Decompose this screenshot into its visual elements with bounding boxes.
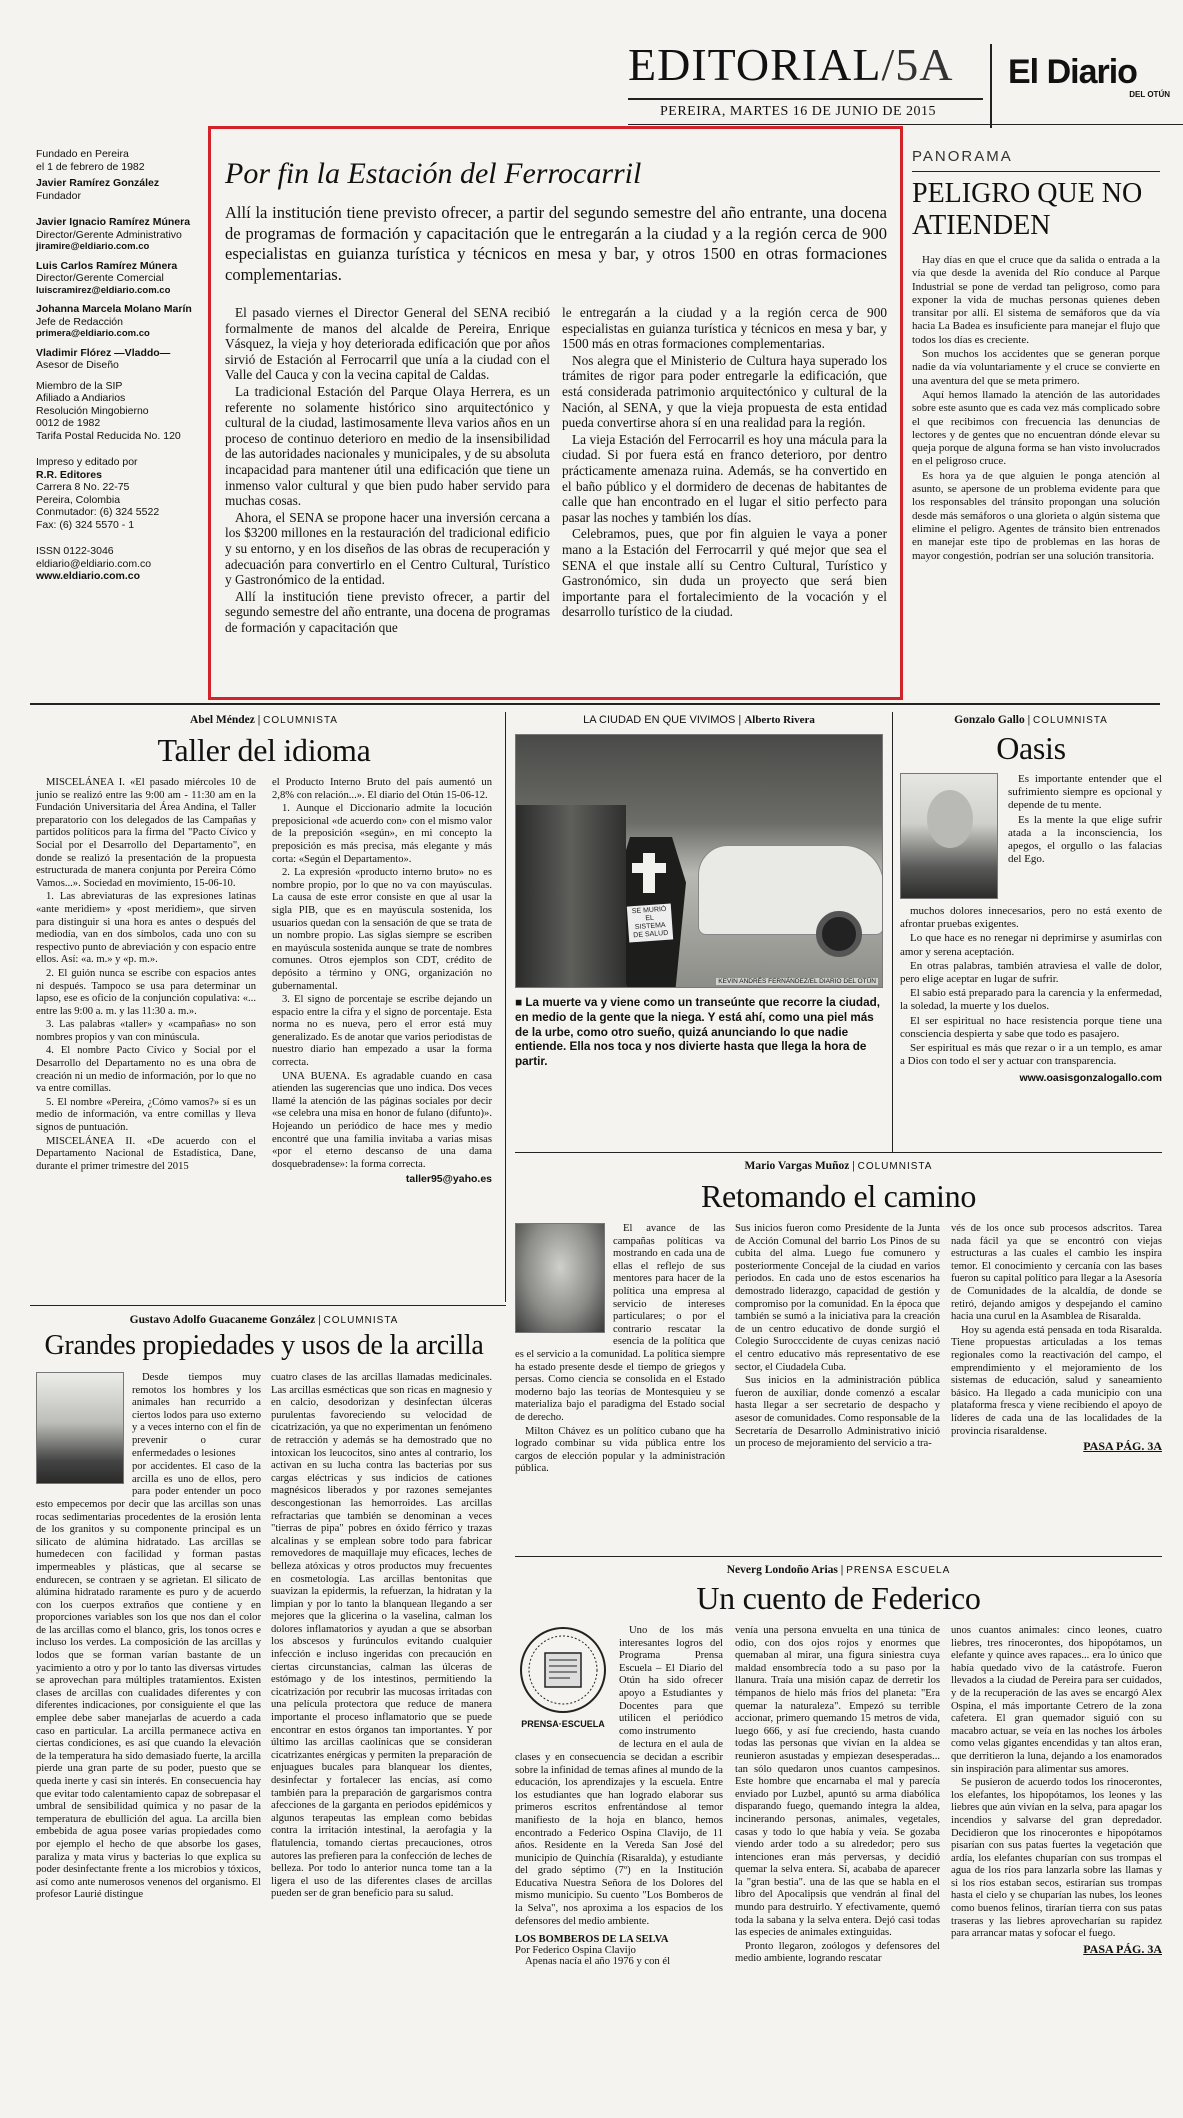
article-title: Retomando el camino: [700, 1178, 977, 1214]
article-paragraph: Pronto llegaron, zoólogos y defensores del medio ambiente, logrando rescatar: [735, 1940, 940, 1965]
cross-arm: [632, 863, 666, 873]
article-title: Taller del idioma: [157, 732, 371, 768]
issn: ISSN 0122-3046: [36, 545, 114, 557]
member-sip: Miembro de la SIP: [36, 379, 123, 392]
editor-name: Johanna Marcela Molano Marín: [36, 303, 192, 315]
author-name: Abel Méndez: [190, 714, 255, 726]
mario-col-1: [515, 1223, 725, 1477]
gustavo-col-1: [36, 1372, 261, 1903]
author-photo: [515, 1223, 605, 1333]
article-paragraph: cuatro clases de las arcillas llamadas medicinales. Las arcillas esmécticas que son ricas en magnesio y en calcio, desodorizan y desinfectan úlceras purulentas favoreciendo su velocidad de cicatrización, ya que no experimentan un fenómeno de retracción y además se ha demostrado que no intoxican los leucocitos, sino antes al contrario, los activan en su lucha contra las bacterias por sus cargas eléctricas y sus indicios de cationes magnésicos liberados y por razones semejantes descongestionan las hemorroides. Las arcillas refractarias que también se denominan a veces "tierras de pipa" pobres en óxido férrico y trazas alcalinas y se emplean sobre todo para fabricar removedores de maquillaje muy eficaces, leches de belleza atóxicas y otros productos muy frecuentes en cosmetología. Las arcillas bentonitas que suavizan la epidermis, la refuerzan, la hidratan y la limpian y por lo tanto la blanquean llegando a ser mejores que la glicerina o la vaselina, calman los dolores inflamatorios y ayudan a que se absorban los abscesos y furúnculos evitando cualquier infección e incluso ingeridas con precaución en ciertas circunstancias, calman las úlceras de estómago y de los intestinos, permitiendo la cicatrización por recubrir las mucosas irritadas con una película protectora que reduce de manera importante el proceso inflamatorio que se puede encontrar en estos órganos tan importantes. Y por último las arcillas caolínicas que se consideran cicatrizantes enérgicas y permiten la preparación de enjuagues bucales para blanquear los dientes, desinfectar y fortalecer las encías, así como también para la preparación de gargarismos contra afecciones de la garganta en periodos epidémicos y algunos terapeutas las emplean como bebidas contra la irritación intestinal, la aerofagia y la flatulencia, tomando ciertas precauciones, otros autores las prefieren para la confección de leches de belleza. Por todo lo anterior nunca tome tan a la ligera el uso de las diferentes clases de arcillas pueden ser de gran beneficio para su salud.: [271, 1372, 492, 1900]
panorama-kicker: PANORAMA: [912, 148, 1013, 165]
photo-caption: [515, 996, 883, 1070]
address: Carrera 8 No. 22-75: [36, 481, 130, 493]
editor-role: Jefe de Redacción: [36, 315, 123, 328]
author-website[interactable]: www.oasisgonzalogallo.com: [1019, 1072, 1162, 1085]
panorama-title: PELIGRO QUE NO ATIENDEN: [912, 178, 1143, 241]
newspaper-logo: [1008, 54, 1178, 99]
mario-col-2: [735, 1223, 940, 1452]
founded-date: el 1 de febrero de 1982: [36, 160, 145, 173]
abel-col-1: [36, 777, 256, 1174]
logo-label: PRENSA·ESCUELA: [521, 1719, 605, 1729]
article-paragraph: 2. La expresión «producto interno bruto» no es nombre propio, por lo que no va con mayúsculas. La causa de este error consiste en que al usar la sigla PIB, que es en mayúscula sostenida, los usuarios quedan con la sensación de que se trata de un nombre propio. Las siglas siempre se escriben en mayúscula sostenida aunque se trate de nombres comunes. Otros ejemplos son CDT, crédito de depósito a término y ONG, organización no gubernamental.: [272, 867, 492, 992]
mario-col-3: [951, 1223, 1162, 1454]
panorama-column: [912, 148, 1160, 564]
car-wheel: [816, 911, 862, 957]
article-paragraph: muchos dolores innecesarios, pero no está exento de afrontar pruebas exigentes.: [900, 905, 1162, 931]
article-paragraph: Sus inicios en la administración pública fueron de auxiliar, donde comenzó a escalar hasta llegar a ser secretario de despacho y asesor de comunidades. Como responsable de la Secretaría de Desarrollo Administrativo inició un proceso de mejoramiento del servicio a tra-: [735, 1375, 940, 1450]
coffin-sign: SE MURIÓ EL SISTEMA DE SALUD: [627, 904, 673, 943]
page-number: /5A: [881, 39, 954, 90]
designer-name: Vladimir Flórez —Vladdo—: [36, 346, 171, 359]
logo-subtext: DEL OTÚN: [1129, 90, 1170, 99]
author-name: Gonzalo Gallo: [954, 714, 1025, 726]
photo-byline: LA CIUDAD EN QUE VIVIMOS | Alberto Rivera: [583, 714, 815, 726]
article-paragraph: UNA BUENA. Es agradable cuando en casa atienden las sugerencias que uno indica. Dos veces llamé la atención de las páginas sociales por decir «se celebra una misa en honor de fulano (difunto)». Hojeando un periódico de hace mes y medio encontré que una familia invitaba a varias misas «por el eterno descanso de una dama dosquebradense»: la forma correcta.: [272, 1070, 492, 1170]
editor-email[interactable]: primera@eldiario.com.co: [36, 328, 150, 339]
city: Pereira, Colombia: [36, 493, 121, 506]
editorial-title: Por fin la Estación del Ferrocarril: [225, 157, 642, 190]
editorial-lead: Allí la institución tiene previsto ofrecer, a partir del segundo semestre del año entrante, una docena de programas de formación y capacitación que le entregarán a la ciudad y a la región cerca de 900 especialistas en guianza turística y técnicos en mesa y bar, y otros 1500 en otras formaciones complementarias.: [225, 203, 887, 284]
story-author: Por Federico Ospina Clavijo: [515, 1945, 636, 1957]
article-paragraph: por accidentes. El caso de la arcilla es uno de ellos, pero para poder entender un poco esto empecemos por decir que las arcillas son unas rocas sedimentarias procedentes de la erosión lenta de los granitos y su componente principal es un silicato de alúmina hidratado. Las arcillas se humedecen con facilidad y forman pastas impermeables y plásticas, que al secarse se endurecen, se contraen y se agrietan. El silicato de alúmina hidratado raramente es puro y de acuerdo con los cuerpos extraños que contiene y en proporciones variables son los que nos dan el color de las arcillas como el blanco, gris, los tonos ocres e incluso los verdes. La composición de las arcillas y lodos que se forman varían bastante de un yacimiento a otro y por lo tanto las diversas virtudes se aprovechan para múltiples tratamientos. Existen clases de arcillas con cualidades diferentes y con diferentes indicaciones, por consiguiente el que las emplee debe saber manejarlas de acuerdo a cada caso en particular. La arcilla permanece activa en ciertas condiciones, es así que cuando la elevación de la temperatura ha sido demasiado fuerte, la arcilla pierde una gran parte de su poder, puesto que se queda inerte y casi sin interés. En consecuencia hay que evitar todo calentamiento capaz de sobrepasar el umbral de sensibilidad química y no pasar de la temperatura de ebullición del agua. La arcilla bien embebida de agua posee varias propiedades como por ejemplo el hecho de que absorbe los gases, paraliza y mata virus y bacterias lo que explica su poder desinfectante frente a los microbios y tóxicos, así como ante numerosos venenos del organismo. El profesor Laurié distingue: [36, 1461, 261, 1901]
article-paragraph: 2. El guión nunca se escribe con espacios antes ni después. Tampoco se usa para determinar un lapso, ese es oficio de la conjunción copulativa: «... entre las 9:00 a. m. y las 11:30 a. m.».: [36, 967, 256, 1017]
author-role: COLUMNISTA: [1033, 715, 1108, 726]
author-photo: [900, 773, 998, 899]
article-paragraph: 5. El nombre «Pereira, ¿Cómo vamos?» sí es un medio de información, va entre comillas y lleva signos de puntuación.: [36, 1096, 256, 1134]
director-email[interactable]: jiramire@eldiario.com.co: [36, 241, 150, 252]
postal-rate: Tarifa Postal Reducida No. 120: [36, 429, 181, 442]
article-paragraph: Lo que hace es no renegar ni deprimirse y asumirlas con amor y serena aceptación.: [900, 932, 1162, 958]
author-role: COLUMNISTA: [263, 715, 338, 726]
section-title: [628, 40, 953, 90]
author-role: COLUMNISTA: [323, 1315, 399, 1326]
editorial-paragraph: La tradicional Estación del Parque Olaya Herrera, es un referente no solamente histórico sino arquitectónico y cultural de la ciudad, lastimosamente lleva varios años en un proceso de continuo deterioro en medio de la insensibilidad de las autoridades nacionales y municipales, y de su absoluta incapacidad para mantener útil una edificación que tiene un inmenso valor cultural y que bien pudo haber servido para muchas cosas.: [225, 383, 550, 509]
caption-text: La muerte va y viene como un transeúnte que recorre la ciudad, en medio de la gente que la niega. Y está ahí, como una piel más de la urbe, como otro sueño, quizá anunciando lo que nadie entiende. Ella nos toca y nos divierte hasta que llega la hora de partir.: [515, 996, 880, 1069]
masthead: [36, 148, 206, 583]
phone: Conmutador: (6) 324 5522: [36, 506, 160, 518]
article-paragraph: Hoy su agenda está pensada en toda Risaralda. Tiene propuestas articuladas a los temas regionales como la reactivación del campo, el emprendimiento y el mejoramiento de los sistemas de educación, salud y saneamiento básico. Ha llegado a cada municipio con una plataforma fresca y viene recibiendo el apoyo de líderes de cada una de las localidades de la provincia risaraldense.: [951, 1324, 1162, 1437]
editorial-paragraph: La vieja Estación del Ferrocarril es hoy una mácula para la ciudad. Si por fuera está en franco deterioro, por dentro prácticamente amenaza ruina. Además, se ha convertido en el baño público y el dormidero de decenas de habitantes de calle que han encontrado en el lugar el sitio perfecto para pasar las noches y también los días.: [562, 431, 887, 525]
author-email[interactable]: taller95@yaho.es: [405, 1173, 492, 1186]
article-title: Un cuento de Federico: [696, 1580, 981, 1616]
editorial-paragraph: Ahora, el SENA se propone hacer una inversión cercana a los $3200 millones en la restauración del tradicional edificio y su entorno, y en los diseños de las obras de recuperación y adecuación para convertirlo en el Centro Cultural, Turístico y Gastronómico de la entidad.: [225, 509, 550, 588]
designer-role: Asesor de Diseño: [36, 359, 119, 371]
author-name: Gustavo Adolfo Guacaneme González: [129, 1314, 316, 1326]
byline: Abel Méndez | COLUMNISTA: [190, 714, 338, 726]
mario-column: [515, 1160, 1162, 1553]
panorama-paragraph: Son muchos los accidentes que se generan porque nadie da vía voluntariamente y el cruce se convierte en una aventura del que se meta primero.: [912, 348, 1160, 387]
neverg-column: [515, 1564, 1162, 2105]
member-andiarios: Afiliado a Andiarios: [36, 392, 126, 404]
editorial-paragraph: Celebramos, pues, que por fin alguien le vaya a poner mano a la Estación del Ferrocarril y qué mejor que sea el SENA el que instale allí su Centro Cultural, Turístico y Gastronómico, sin duda un proyecto que será bien importante para el fortalecimiento de la vocación y el desarrollo turístico de la ciudad.: [562, 526, 887, 620]
byline: Neverg Londoño Arias | PRENSA ESCUELA: [726, 1564, 951, 1576]
author-photo: [36, 1372, 124, 1484]
page-header: [0, 0, 1183, 130]
article-title: Oasis: [996, 730, 1066, 766]
resolution-number: 0012 de 1982: [36, 417, 101, 429]
editorial-column-2: [562, 305, 887, 621]
editorial-column-1: [225, 305, 550, 636]
panorama-paragraph: Hay días en que el cruce que da salida o entrada a la vía que desde la avenida del Río conduce al Parque Industrial se pone de verdad tan peligroso, como para exponer la vida de muchas personas quienes deben transitar por allí. El sistema de semáforos que da vía hacia La Badea es insuficiente para manejar el flujo que todos los días es creciente.: [912, 254, 1160, 346]
article-paragraph: 4. El nombre Pacto Cívico y Social por el Desarrollo del Departamento no es una obra de creación ni un medio de información, por lo que no va entre comillas.: [36, 1045, 256, 1095]
article-paragraph: En otras palabras, también atraviesa el valle de dolor, pero elige aceptar en lugar de sufrir.: [900, 959, 1162, 986]
article-paragraph: 1. Las abreviaturas de las expresiones latinas «ante meridiem» y «post meridiem», que sirven para distinguir si una hora es antes o después del mediodía, van en dos símbolos, cada uno con su respectivo punto de abreviación y con espacio entre ellos. Así: «a. m.» y «p. m.».: [36, 891, 256, 966]
gonzalo-column: [900, 714, 1162, 1084]
website-link[interactable]: www.eldiario.com.co: [36, 570, 141, 582]
editorial-box: [208, 126, 903, 700]
article-paragraph: Desde tiempos muy remotos los hombres y los animales han recurrido a ciertos lodos para uso externo y a veces interno con el fin de prevenir o curar enfermedades o lesiones: [132, 1372, 261, 1459]
author-role: COLUMNISTA: [857, 1161, 933, 1172]
director-name: Javier Ignacio Ramírez Múnera: [36, 216, 191, 228]
gustavo-column: [36, 1314, 492, 2092]
byline: Gustavo Adolfo Guacaneme González | COLUMNISTA: [129, 1314, 399, 1326]
article-paragraph: Se pusieron de acuerdo todos los rinocerontes, los elefantes, los hipopótamos, los leones y las liebres que aún vivían en la selva, para apagar los incendios y salvarse del gran depredador. Decidieron que los rinocerontes e hipopótamos pisarían con sus patas fuertes la vegetación que ardía, los elefantes chuparían con sus trompas el agua de los ríos para lanzarla sobre las llamas y si los ríos estaban secos, estirarían sus trompas hasta el cielo y se chuparían las nubes, los leones como buenos felinos, tirarían tierra con sus patas traseras y las liebres aprovecharían su rapidez para arrancar matas y sofocar el fuego.: [951, 1777, 1162, 1940]
street-photo: [515, 734, 883, 988]
cross-icon: [643, 853, 655, 893]
panorama-paragraph: Es hora ya de que alguien le ponga atención al asunto, se apersone de un problema evidente para que los responsables del tránsito propongan una solución desde más semáforos o una glorieta o algún sistema que elimine el peligro. Agentes de tránsito bien entrenados en manejar este tipo de problemas en las horas de mayor congestión, podrían ser una solución transitoria.: [912, 469, 1160, 562]
logo-text: El Diario: [1008, 53, 1137, 91]
article-paragraph: vés de los once sub procesos adscritos. Tarea nada fácil ya que se encontró con viejas estructuras a las cuales el cambio les inspira temor. El conocimiento y cercanía con las bases fueron su capital político para llegar a la Asesoría de Comunidades de la alcaldía, de donde se retiró, dejando amigos y despejando el camino hacia una curul en la Asamblea de Risaralda.: [951, 1223, 1162, 1323]
author-name: Neverg Londoño Arias: [726, 1564, 838, 1576]
prensa-escuela-emblem-icon: [518, 1625, 608, 1715]
contact-email[interactable]: eldiario@eldiario.com.co: [36, 557, 152, 570]
caption-bullet: ■: [515, 996, 526, 1009]
commercial-name: Luis Carlos Ramírez Múnera: [36, 259, 178, 272]
gustavo-col-2: [271, 1372, 492, 1902]
article-paragraph: 3. El signo de porcentaje se escribe dejando un espacio entre la cifra y el signo de porcentaje. Esta norma no es nueva, pero el error está muy generalizado. Es de anotar que varios periodistas de nuestro diario han empezado a usar la forma correcta.: [272, 994, 492, 1069]
founder-role: Fundador: [36, 189, 81, 202]
article-paragraph: Apenas nacía el año 1976 y con él: [525, 1956, 671, 1968]
article-paragraph: El avance de las campañas políticas va mostrando en cada una de ellas el reflejo de sus mentores para hacer de la política una empresa al servicio de intereses particulares; o por el contrario rescatar la esencia de la política que es el servicio a la comunidad. La política siempre ha estado presente desde el tiempo de griegos y persas. Como ciencia se consolida en el Estado moderno bajo las teorías de Montesquieu y se materializa bajo el paradigma del Estado social de derecho.: [515, 1223, 725, 1423]
founded-text: Fundado en Pereira: [36, 148, 129, 160]
author-role: PRENSA ESCUELA: [846, 1565, 951, 1576]
article-paragraph: Es importante entender que el sufrimiento siempre es opcional y depende de tu mente.: [1008, 773, 1162, 812]
panorama-paragraph: Aquí hemos llamado la atención de las autoridades sobre este asunto que es cada vez más complicado sobre el que recibimos con frecuencia las denuncias de lectores y de gentes que no encuentran dónde elevar su queja porque de alguna forma se han visto involucrados en el peligroso cruce.: [912, 388, 1160, 468]
byline: Gonzalo Gallo | COLUMNISTA: [954, 714, 1108, 726]
editorial-paragraph: le entregarán a la ciudad y a la región cerca de 900 especialistas en guianza turística y técnicos en mesa y bar, y 1500 más en otras formaciones complementarias.: [562, 305, 887, 352]
photo-heading: LA CIUDAD EN QUE VIVIMOS: [583, 714, 736, 726]
author-name: Mario Vargas Muñoz: [744, 1160, 850, 1172]
continued-link[interactable]: PASA PÁG. 3A: [1083, 1941, 1162, 1956]
byline: Mario Vargas Muñoz | COLUMNISTA: [744, 1160, 933, 1172]
article-paragraph: Ser espiritual es más que rezar o ir a un templo, es amar a Dios con todo el ser y actuar con transparencia.: [900, 1042, 1162, 1068]
printed-by: Impreso y editado por: [36, 456, 138, 468]
neverg-col-3: [951, 1625, 1162, 1957]
neverg-col-2: [735, 1625, 940, 1967]
people-silhouettes: [516, 805, 626, 988]
director-role: Director/Gerente Administrativo: [36, 228, 182, 241]
printer-name: R.R. Editores: [36, 468, 102, 481]
story-title: LOS BOMBEROS DE LA SELVA: [515, 1934, 669, 1946]
neverg-col-1: [515, 1625, 723, 1970]
continued-link[interactable]: PASA PÁG. 3A: [1083, 1439, 1162, 1454]
section-name: EDITORIAL: [628, 39, 882, 90]
commercial-email[interactable]: luiscramirez@eldiario.com.co: [36, 284, 171, 296]
article-paragraph: de lectura en el aula de clases y en consecuencia se decidan a escribir sobre la infinidad de temas afines al mundo de la educación, los aprendizajes y la escuela. Entre los estudiantes que han logrado elaborar sus primeros escritos enfrentándose al temor manifiesto de la hoja en blanco, hemos encontrado a Federico Ospina Clavijo, de 11 años. Residente en la Vereda San José del municipio de Quinchía (Risaralda), y estudiante del grado séptimo (7º) en la Institución Educativa Nuestra Señora de los Dolores del mismo municipio. Su cuento "Los Bomberos de la Selva", nos aproxima a los espacios de los defensores del medio ambiente.: [515, 1739, 723, 1927]
article-paragraph: Milton Chávez es un político cubano que ha logrado combinar su vida pública entre los cargos de elección popular y la administración pública.: [515, 1425, 725, 1475]
article-paragraph: el Producto Interno Bruto del país aumentó un 2,8% con relación...». El diario del Otún 15-06-12.: [272, 777, 492, 801]
photo-credit: KEVIN ANDRÉS FERNÁNDEZ/EL DIARIO DEL OTÚN: [718, 978, 876, 985]
article-paragraph: 3. Las palabras «taller» y «campañas» no son nombres propios y van con minúscula.: [36, 1019, 256, 1043]
editorial-paragraph: Nos alegra que el Ministerio de Cultura haya superado los trámites de rigor para poder entregarle la edificación, que está considerada patrimonio arquitectónico y cultural de la Nación, al SENA, y que la vieja propuesta de esta entidad pueda convertirse ahora sí en una realidad para la región.: [562, 352, 887, 431]
article-paragraph: El sabio está preparado para la carencia y la enfermedad, la soledad, la muerte y los duelos.: [900, 987, 1162, 1013]
article-paragraph: Uno de los más interesantes logros del Programa Prensa Escuela – El Diario del Otún ha sido ofrecer apoyo a Estudiantes y Docentes para que utilicen el periódico como instrumento: [619, 1625, 723, 1737]
article-paragraph: Es la mente la que elige sufrir atada a la inconsciencia, los apegos, el orgullo o las falacias del Ego.: [1008, 813, 1162, 866]
article-paragraph: unos cuantos animales: cinco leones, cuatro liebres, tres rinocerontes, dos hipopótamos, un elefante y quince aves rapaces... era lo único que había quedado vivo de la catástrofe. Fueron llevados a la ciudad de Pereira para ser cuidados, y de la recuperación de las aves se encargó Alex Ospina, el más importante Cetrero de la zona cafetera. El gran quemador siguió con su macabro actuar, se veía en las noches los árboles como velas gigantes encendidas y tan altos eran, que derritieron la luna, dejando a los enamorados sin inspiración para alimentar sus amores.: [951, 1625, 1162, 1775]
founder-name: Javier Ramírez González: [36, 177, 160, 189]
article-paragraph: venía una persona envuelta en una túnica de odio, con dos ojos rojos y enormes que quemaban al mirar, una figura siniestra cuya maldad ensombrecía todo a su paso por la llanura. Traía una misión capaz de derretir los témpanos de hielo más fríos del planeta: "Era quemar la naturaleza". Empezó su terrible accionar, primero quemando 15 metros de vida, luego 666, y así fue creciendo, hasta cuando todas las personas que vivían en la aldea se reunieron asustadas y empiezan desesperadas... tan sólo quedaron unos cuantos campesinos. Este hombre que encarnaba el mal y parecía enviado por Luzbel, apuntó su arma diabólica disparando fuego, quemando íntegra la aldea, incinerando personas, animales, vegetales, casas y todo lo que había y veía. Se gozaba viendo arder todo a su alrededor; pero sus intenciones eran más perversas, y decidió quemar la selva entera. Sí, acababa de aparecer la "gran bestia". una de las que se habla en el libro del Apocalipsis que vendrán al final del mundo para destruirlo. Y efectivamente, quemó toda la sabana y la selva entera. Dejó casi todas las especies de animales extinguidas.: [735, 1625, 940, 1939]
article-paragraph: MISCELÁNEA I. «El pasado miércoles 10 de junio se realizó entre las 9:00 am - 11:30 am en la Fundación Universitaria del Área Andina, el Taller preparatorio con los delegados de las Campañas y partidos políticos para la firma del "Pacto Cívico y Social por el Desarrollo del Departamento", en donde se realizó la presentación de la propuesta estructurada de manera conjunta por Pereira Cómo Vamos...». Sociedad en movimiento, 15-06-10.: [36, 777, 256, 889]
prensa-escuela-logo: [515, 1625, 611, 1737]
dateline: PEREIRA, MARTES 16 DE JUNIO DE 2015: [660, 104, 937, 119]
editorial-paragraph: El pasado viernes el Director General del SENA recibió formalmente de manos del alcalde de Pereira, Enrique Vásquez, la vieja y hoy deteriorada edificación que por años sirvió de Estación al Ferrocarril que unía a la ciudad con el Valle del Cauca y con la vecina capital de Caldas.: [225, 305, 550, 383]
portrait-head: [927, 790, 973, 848]
commercial-role: Director/Gerente Comercial: [36, 272, 164, 284]
article-paragraph: MISCELÁNEA II. «De acuerdo con el Departamento Nacional de Estadística, Dane, durante el primer trimestre del 2015: [36, 1135, 256, 1172]
editorial-paragraph: Allí la institución tiene previsto ofrecer, a partir del segundo semestre del año entrante, una docena de programas de formación y capacitación que: [225, 588, 550, 635]
photo-author: Alberto Rivera: [744, 714, 815, 726]
abel-col-2: [272, 777, 492, 1185]
abel-column: [36, 714, 492, 1307]
article-paragraph: El ser espiritual no hace resistencia porque tiene una consciencia despierta y sabe que todo es pasajero.: [900, 1014, 1162, 1040]
article-paragraph: Sus inicios fueron como Presidente de la Junta de Acción Comunal del barrio Los Pinos de su cubita del alma. Luego fue comunero y posteriormente Concejal de la ciudad en varios periodos. En cada uno de estos escenarios ha demostrado liderazgo, capacidad de gestión y compromiso por la comunidad. En la época que también se sumó a la iniciativa para la creación de un centro educativo de donde surgió el Colegio Surocccidente de cuyas cenizas nació el centro educativo más representativo de ese sector, el Ciudadela Cuba.: [735, 1223, 940, 1373]
resolution: Resolución Mingobierno: [36, 404, 149, 417]
fax: Fax: (6) 324 5570 - 1: [36, 518, 135, 531]
photo-section: [515, 714, 883, 1070]
article-paragraph: 1. Aunque el Diccionario admite la locución preposicional «de acuerdo con» con el mismo valor de la preposición «según», en mi concepto la preposición es más precisa, más elegante y más corta: «Según el Departamento».: [272, 803, 492, 865]
article-title: Grandes propiedades y usos de la arcilla: [44, 1330, 484, 1361]
